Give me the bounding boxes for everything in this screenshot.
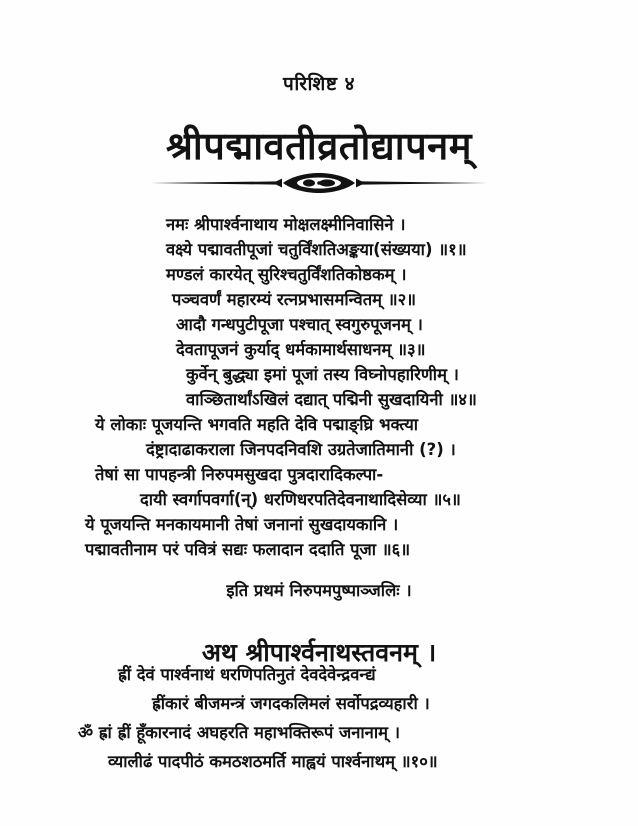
ornamental-divider xyxy=(0,172,638,194)
verse-line: मण्डलं कारयेत् सुरिश्चतुर्विंशतिकोष्ठकम् । xyxy=(166,265,407,284)
stotra-line: ह्रीं देवं पार्श्वनाथं धरणिपतिनुतं देवदेवेन्द्रवन्द्यं xyxy=(118,665,376,684)
verse-line: नमः श्रीपार्श्वनाथाय मोक्षलक्ष्मीनिवासिने । xyxy=(166,215,406,234)
divider-ornament-icon xyxy=(149,172,489,194)
verse-line: वक्ष्ये पद्मावतीपूजां चतुर्विंशतिअङ्कया(संख्यया) ॥१॥ xyxy=(166,240,467,259)
verse-line: वाञ्छितार्थांऽखिलं दद्यात् पद्मिनी सुखदायिनी ॥४॥ xyxy=(186,390,477,409)
stotra-line: ॐ ह्रां ह्रीं हूँकारनादं अघहरति महाभक्तिरूपं जनानाम् । xyxy=(78,723,400,742)
verse-line: पञ्चवर्णं महारम्यं रत्नप्रभासमन्वितम् ॥२॥ xyxy=(172,290,417,309)
appendix-header: परिशिष्ट ४ xyxy=(283,73,355,95)
stotra-line: व्यालीढं पादपीठं कमठशठमर्ति माह्वयं पार्श्वनाथम् ॥१०॥ xyxy=(108,752,438,771)
verse-line: कुर्वेन् बुद्ध्या इमां पूजां तस्य विघ्नोपहारिणीम् । xyxy=(186,365,459,384)
page-title: श्रीपद्मावतीव्रतोद्यापनम् xyxy=(166,124,472,169)
stotra-line: ह्रींकारं बीजमन्त्रं जगदकलिमलं सर्वोपद्रव्यहारी । xyxy=(152,694,430,713)
verse-line: दंष्ट्रादाढाकराला जिनपदनिवशि उग्रतेजातिमानी (?) । xyxy=(146,440,456,459)
verse-line: ये पूजयन्ति मनकायमानी तेषां जनानां सुखदायकानि । xyxy=(85,515,399,534)
stotra-section-title: अथ श्रीपार्श्वनाथस्तवनम् । xyxy=(201,637,437,667)
verse-line: पद्मावतीनाम परं पवित्रं सद्यः फलादान ददाति पूजा ॥६॥ xyxy=(85,540,411,559)
verse-section xyxy=(0,212,638,562)
verse-line: दायी स्वर्गापवर्गा(न्) धरणिधरपतिदेवनाथादिसेव्या ॥५॥ xyxy=(140,490,461,509)
verse-line: देवतापूजनं कुर्याद् धर्मकामार्थसाधनम् ॥३॥ xyxy=(176,340,426,359)
verse-colophon: इति प्रथमं निरुपमपुष्पाञ्जलिः । xyxy=(226,581,412,600)
stotra-section xyxy=(0,660,638,776)
verse-line: ये लोकाः पूजयन्ति भगवति महति देवि पद्माङ्घ्रि भक्त्या xyxy=(95,415,419,434)
verse-line: आदौ गन्धपुटीपूजा पश्चात् स्वगुरुपूजनम् । xyxy=(176,315,423,334)
verse-line: तेषां सा पापहन्त्री निरुपमसुखदा पुत्रदारादिकल्पा- xyxy=(95,465,384,484)
